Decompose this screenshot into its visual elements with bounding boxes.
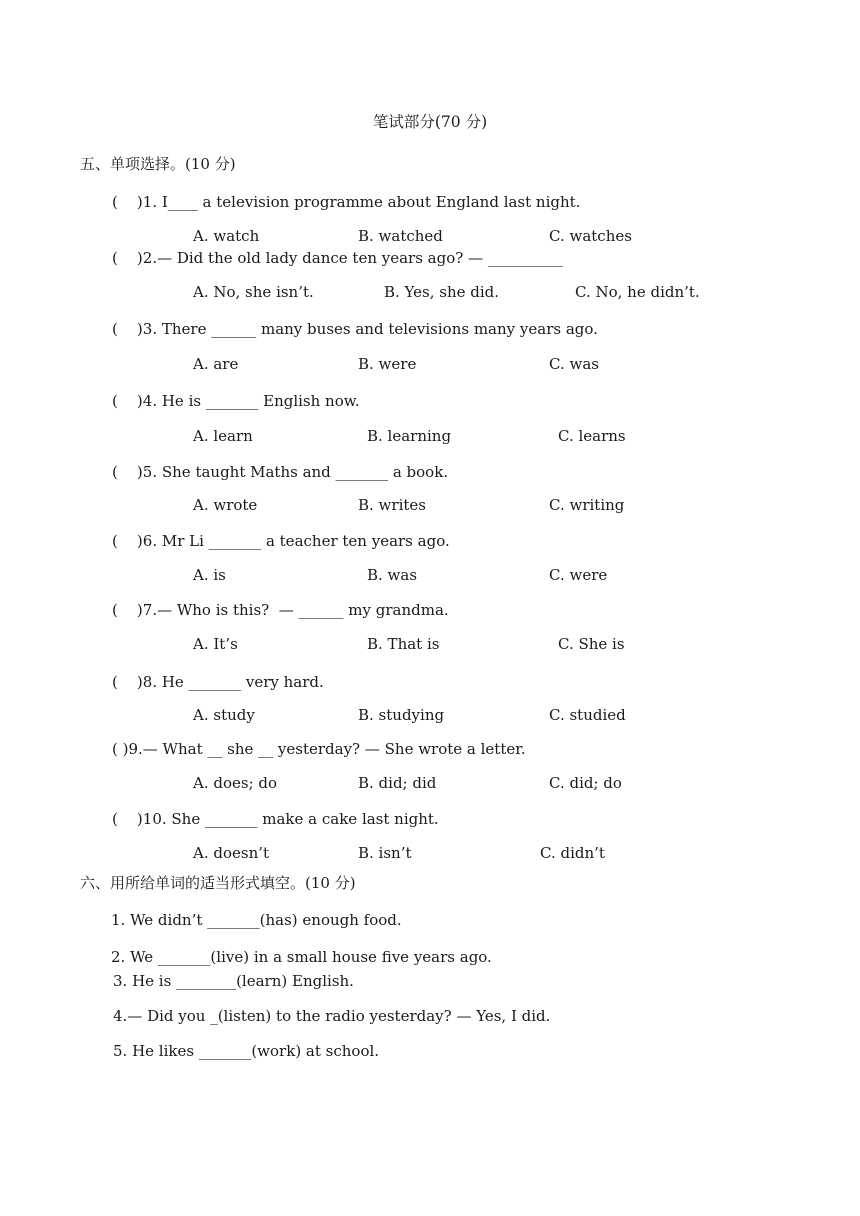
fill-item-1: 1. We didn’t _______(has) enough food. [111,911,402,929]
q9-option-b: B. did; did [358,774,437,792]
q10-option-a: A. doesn’t [193,844,270,862]
q4-option-a: A. learn [193,427,253,445]
question-9: ( )9.— What __ she __ yesterday? — She wrote a letter. [112,740,526,758]
q4-option-c: C. learns [558,427,626,445]
question-2: ( )2.— Did the old lady dance ten years ago? — __________ [112,249,563,267]
q1-option-c: C. watches [549,227,632,245]
q2-option-b: B. Yes, she did. [384,283,500,301]
section-6-heading: 六、用所给单词的适当形式填空。(10 分) [80,874,356,892]
q2-option-a: A. No, she isn’t. [193,283,314,301]
q4-option-b: B. learning [367,427,452,445]
fill-item-2: 2. We _______(live) in a small house five years ago. [111,948,492,966]
question-4: ( )4. He is _______ English now. [112,392,360,410]
q6-option-c: C. were [549,566,608,584]
section-5-heading: 五、单项选择。(10 分) [80,155,236,173]
q3-option-c: C. was [549,355,599,373]
q9-option-c: C. did; do [549,774,622,792]
fill-item-3: 3. He is ________(learn) English. [113,972,354,990]
q10-option-c: C. didn’t [540,844,605,862]
q9-option-a: A. does; do [193,774,278,792]
q3-option-a: A. are [193,355,239,373]
question-3: ( )3. There ______ many buses and televisions many years ago. [112,320,598,338]
q5-option-b: B. writes [358,496,426,514]
q6-option-b: B. was [367,566,418,584]
question-7: ( )7.— Who is this? — ______ my grandma. [112,601,449,619]
page-title: 笔试部分(70 分) [372,113,488,131]
q5-option-a: A. wrote [193,496,258,514]
q8-option-a: A. study [193,706,255,724]
q2-option-c: C. No, he didn’t. [575,283,700,301]
q5-option-c: C. writing [549,496,625,514]
q8-option-b: B. studying [358,706,445,724]
question-10: ( )10. She _______ make a cake last night. [112,810,439,828]
fill-item-4: 4.— Did you _(listen) to the radio yesterday? — Yes, I did. [113,1007,551,1025]
question-5: ( )5. She taught Maths and _______ a book. [112,463,449,481]
q7-option-c: C. She is [558,635,625,653]
fill-item-5: 5. He likes _______(work) at school. [113,1042,380,1060]
question-6: ( )6. Mr Li _______ a teacher ten years ago. [112,532,450,550]
q3-option-b: B. were [358,355,417,373]
question-8: ( )8. He _______ very hard. [112,673,324,691]
question-1: ( )1. I____ a television programme about England last night. [112,193,581,211]
q1-option-b: B. watched [358,227,443,245]
q8-option-c: C. studied [549,706,626,724]
q7-option-b: B. That is [367,635,440,653]
q1-option-a: A. watch [193,227,260,245]
q7-option-a: A. It’s [193,635,238,653]
q10-option-b: B. isn’t [358,844,412,862]
q6-option-a: A. is [193,566,226,584]
